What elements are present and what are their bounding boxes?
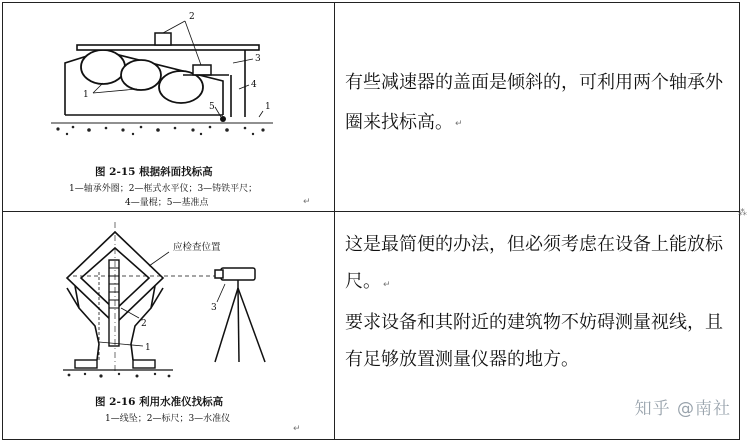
leveling-staff — [109, 260, 119, 346]
row2-paragraph-1: 这是最简便的办法，但必须考虑在设备上能放标尺。 ↵ — [345, 234, 723, 292]
ground-gravel — [68, 373, 171, 378]
figure-cell-1 — [3, 3, 335, 212]
part-number-2: 2 — [189, 12, 195, 22]
text-cell-1 — [335, 3, 740, 212]
text-cell-2 — [335, 212, 740, 440]
frame-level-top — [155, 33, 171, 45]
part-number-5: 5 — [209, 102, 215, 112]
table-row — [3, 3, 740, 212]
part-number-1b: 1 — [265, 102, 271, 112]
part-number-2: 2 — [141, 319, 147, 329]
figure-2-15-legend-1: 1—轴承外圈；2—框式水平仪；3—铸铁平尺； — [69, 184, 258, 194]
watermark: 知乎 @南社 — [634, 399, 731, 419]
figure-2-15-caption: 图 2-15 根据斜面找标高 — [95, 166, 213, 178]
row1-paragraph: 有些减速器的盖面是倾斜的，可利用两个轴承外圈来找标高。 — [345, 72, 723, 133]
content-table — [2, 2, 740, 440]
row2-text — [345, 226, 733, 378]
return-mark: ↵ — [293, 424, 301, 434]
anchor-mark: ⁂ — [738, 208, 747, 218]
row1-text — [345, 63, 733, 146]
return-mark: ↵ — [383, 280, 391, 290]
return-mark: ↵ — [455, 119, 463, 129]
part-number-1: 1 — [83, 90, 89, 100]
row2-paragraph-2: 要求设备和其附近的建筑物不妨碍测量视线，且有足够放置测量仪器的地方。 — [345, 312, 723, 370]
part-number-3: 3 — [211, 303, 217, 313]
figure-2-16-caption: 图 2-16 利用水准仪找标高 — [95, 396, 224, 408]
bearing-rings — [81, 50, 203, 103]
return-mark: ↵ — [303, 197, 311, 207]
part-number-3: 3 — [255, 54, 261, 64]
figure-2-15-legend-2: 4—量棍；5—基准点 — [125, 198, 209, 208]
ground-gravel — [56, 126, 264, 136]
part-number-1: 1 — [145, 343, 151, 353]
callout-check-position: 应检查位置 — [173, 242, 221, 253]
figure-2-16-legend: 1—线坠；2—标尺；3—水准仪 — [105, 414, 231, 424]
figure-cell-2 — [3, 212, 335, 440]
frame-level-ring — [193, 65, 211, 75]
table-row — [3, 212, 740, 440]
part-number-4: 4 — [251, 80, 257, 90]
level-instrument — [215, 268, 265, 362]
measuring-rod — [231, 50, 245, 117]
